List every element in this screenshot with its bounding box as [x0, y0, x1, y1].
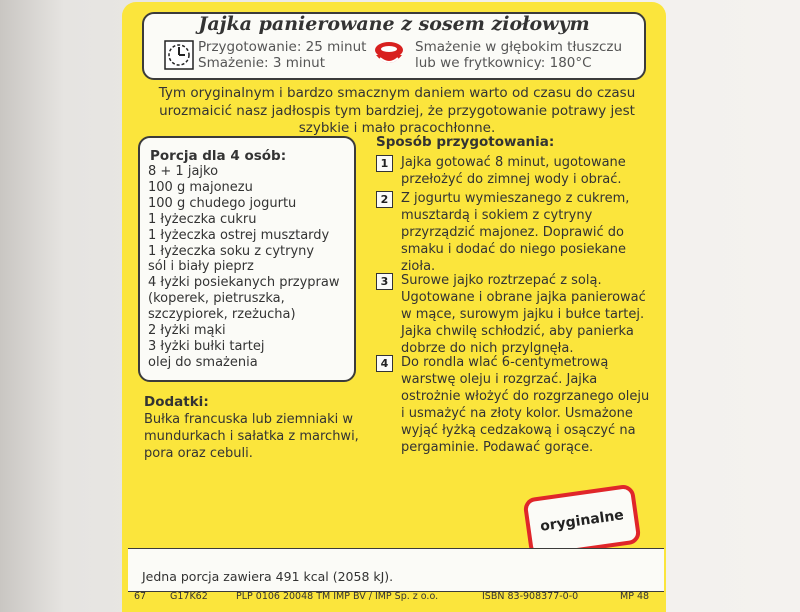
- intro-text: Tym oryginalnym i bardzo smacznym daniem warto od czasu do czasu urozmaicić nasz jadłospis tym bardziej, że przygotowanie potrawy jest szybkie i mało pracochłonne.: [158, 85, 636, 136]
- ingredient-item: olej do smażenia: [148, 354, 258, 370]
- step-text: Jajka gotować 8 minut, ugotowane przełożyć do zimnej wody i obrać.: [401, 155, 626, 187]
- step-number: 4: [376, 355, 393, 372]
- step-text: Surowe jajko roztrzepać z solą. Ugotowane i obrane jajka panierować w mące, surowym jajku i bułce tartej. Jajka chwilę schłodzić, aby panierka dobrze do nich przylgnęła.: [401, 273, 646, 356]
- extras-text: Bułka francuska lub ziemniaki w mundurkach i sałatka z marchwi, pora oraz cebuli.: [144, 412, 359, 461]
- original-badge: oryginalne: [522, 483, 641, 558]
- step-text: Do rondla wlać 6-centymetrową warstwę oleju i rozgrzać. Jajka ostrożnie włożyć do rozgrzanego oleju i usmażyć na złoty kolor. Usmażone wyjąć łyżką cedzakową i osączyć na pergaminie. Podawać gorące.: [401, 355, 650, 455]
- ingredient-item: 100 g majonezu: [148, 179, 253, 195]
- ingredient-item: (koperek, pietruszka,: [148, 291, 285, 307]
- step-text: Z jogurtu wymieszanego z cukrem, musztardą i sokiem z cytryny przyrządzić majonez. Doprawić do smaku i dodać do niego posiekane zioła.: [401, 191, 630, 274]
- footer-ref: MP 48: [620, 591, 650, 602]
- recipe-title: Jajka panierowane z sosem ziołowym: [198, 13, 590, 35]
- ingredient-item: 4 łyżki posiekanych przypraw: [148, 275, 340, 291]
- step-number: 2: [376, 191, 393, 208]
- ingredients-title: Porcja dla 4 osób:: [150, 148, 287, 164]
- ingredient-item: 3 łyżki bułki tartej: [148, 338, 265, 354]
- nutrition-box: [128, 548, 664, 592]
- ingredient-item: 2 łyżki mąki: [148, 323, 226, 339]
- ingredient-item: szczypiorek, rzeżucha): [148, 307, 296, 323]
- method-title: Sposób przygotowania:: [376, 134, 555, 150]
- extras-title: Dodatki:: [144, 394, 209, 410]
- ingredients-list: [148, 164, 340, 371]
- frying-note-1: Smażenie w głębokim tłuszczu: [415, 39, 623, 55]
- ingredient-item: sól i biały pieprz: [148, 259, 254, 275]
- ingredient-item: 8 + 1 jajko: [148, 164, 219, 179]
- clock-icon: [164, 40, 194, 70]
- frying-note-2: lub we frytkownicy: 180°C: [415, 55, 592, 71]
- nutrition-text: Jedna porcja zawiera 491 kcal (2058 kJ).: [142, 569, 394, 584]
- frying-pot-icon: [372, 38, 406, 72]
- step-number: 3: [376, 273, 393, 290]
- step-number: 1: [376, 155, 393, 172]
- prep-time: Przygotowanie: 25 minut: [198, 39, 367, 55]
- ingredient-item: 100 g chudego jogurtu: [148, 195, 297, 211]
- footer-isbn: ISBN 83-908377-0-0: [482, 591, 579, 602]
- footer-publisher: PLP 0106 20048 TM IMP BV / IMP Sp. z o.o.: [236, 591, 439, 602]
- ingredients-box: [138, 136, 356, 382]
- ingredient-item: 1 łyżeczka cukru: [148, 211, 257, 227]
- ingredient-item: 1 łyżeczka ostrej musztardy: [148, 227, 330, 243]
- footer-page: 67: [134, 591, 147, 602]
- footer-code: G17K62: [170, 591, 208, 602]
- fry-time: Smażenie: 3 minut: [198, 55, 326, 71]
- recipe-header: [142, 12, 646, 80]
- ingredient-item: 1 łyżeczka soku z cytryny: [148, 243, 315, 259]
